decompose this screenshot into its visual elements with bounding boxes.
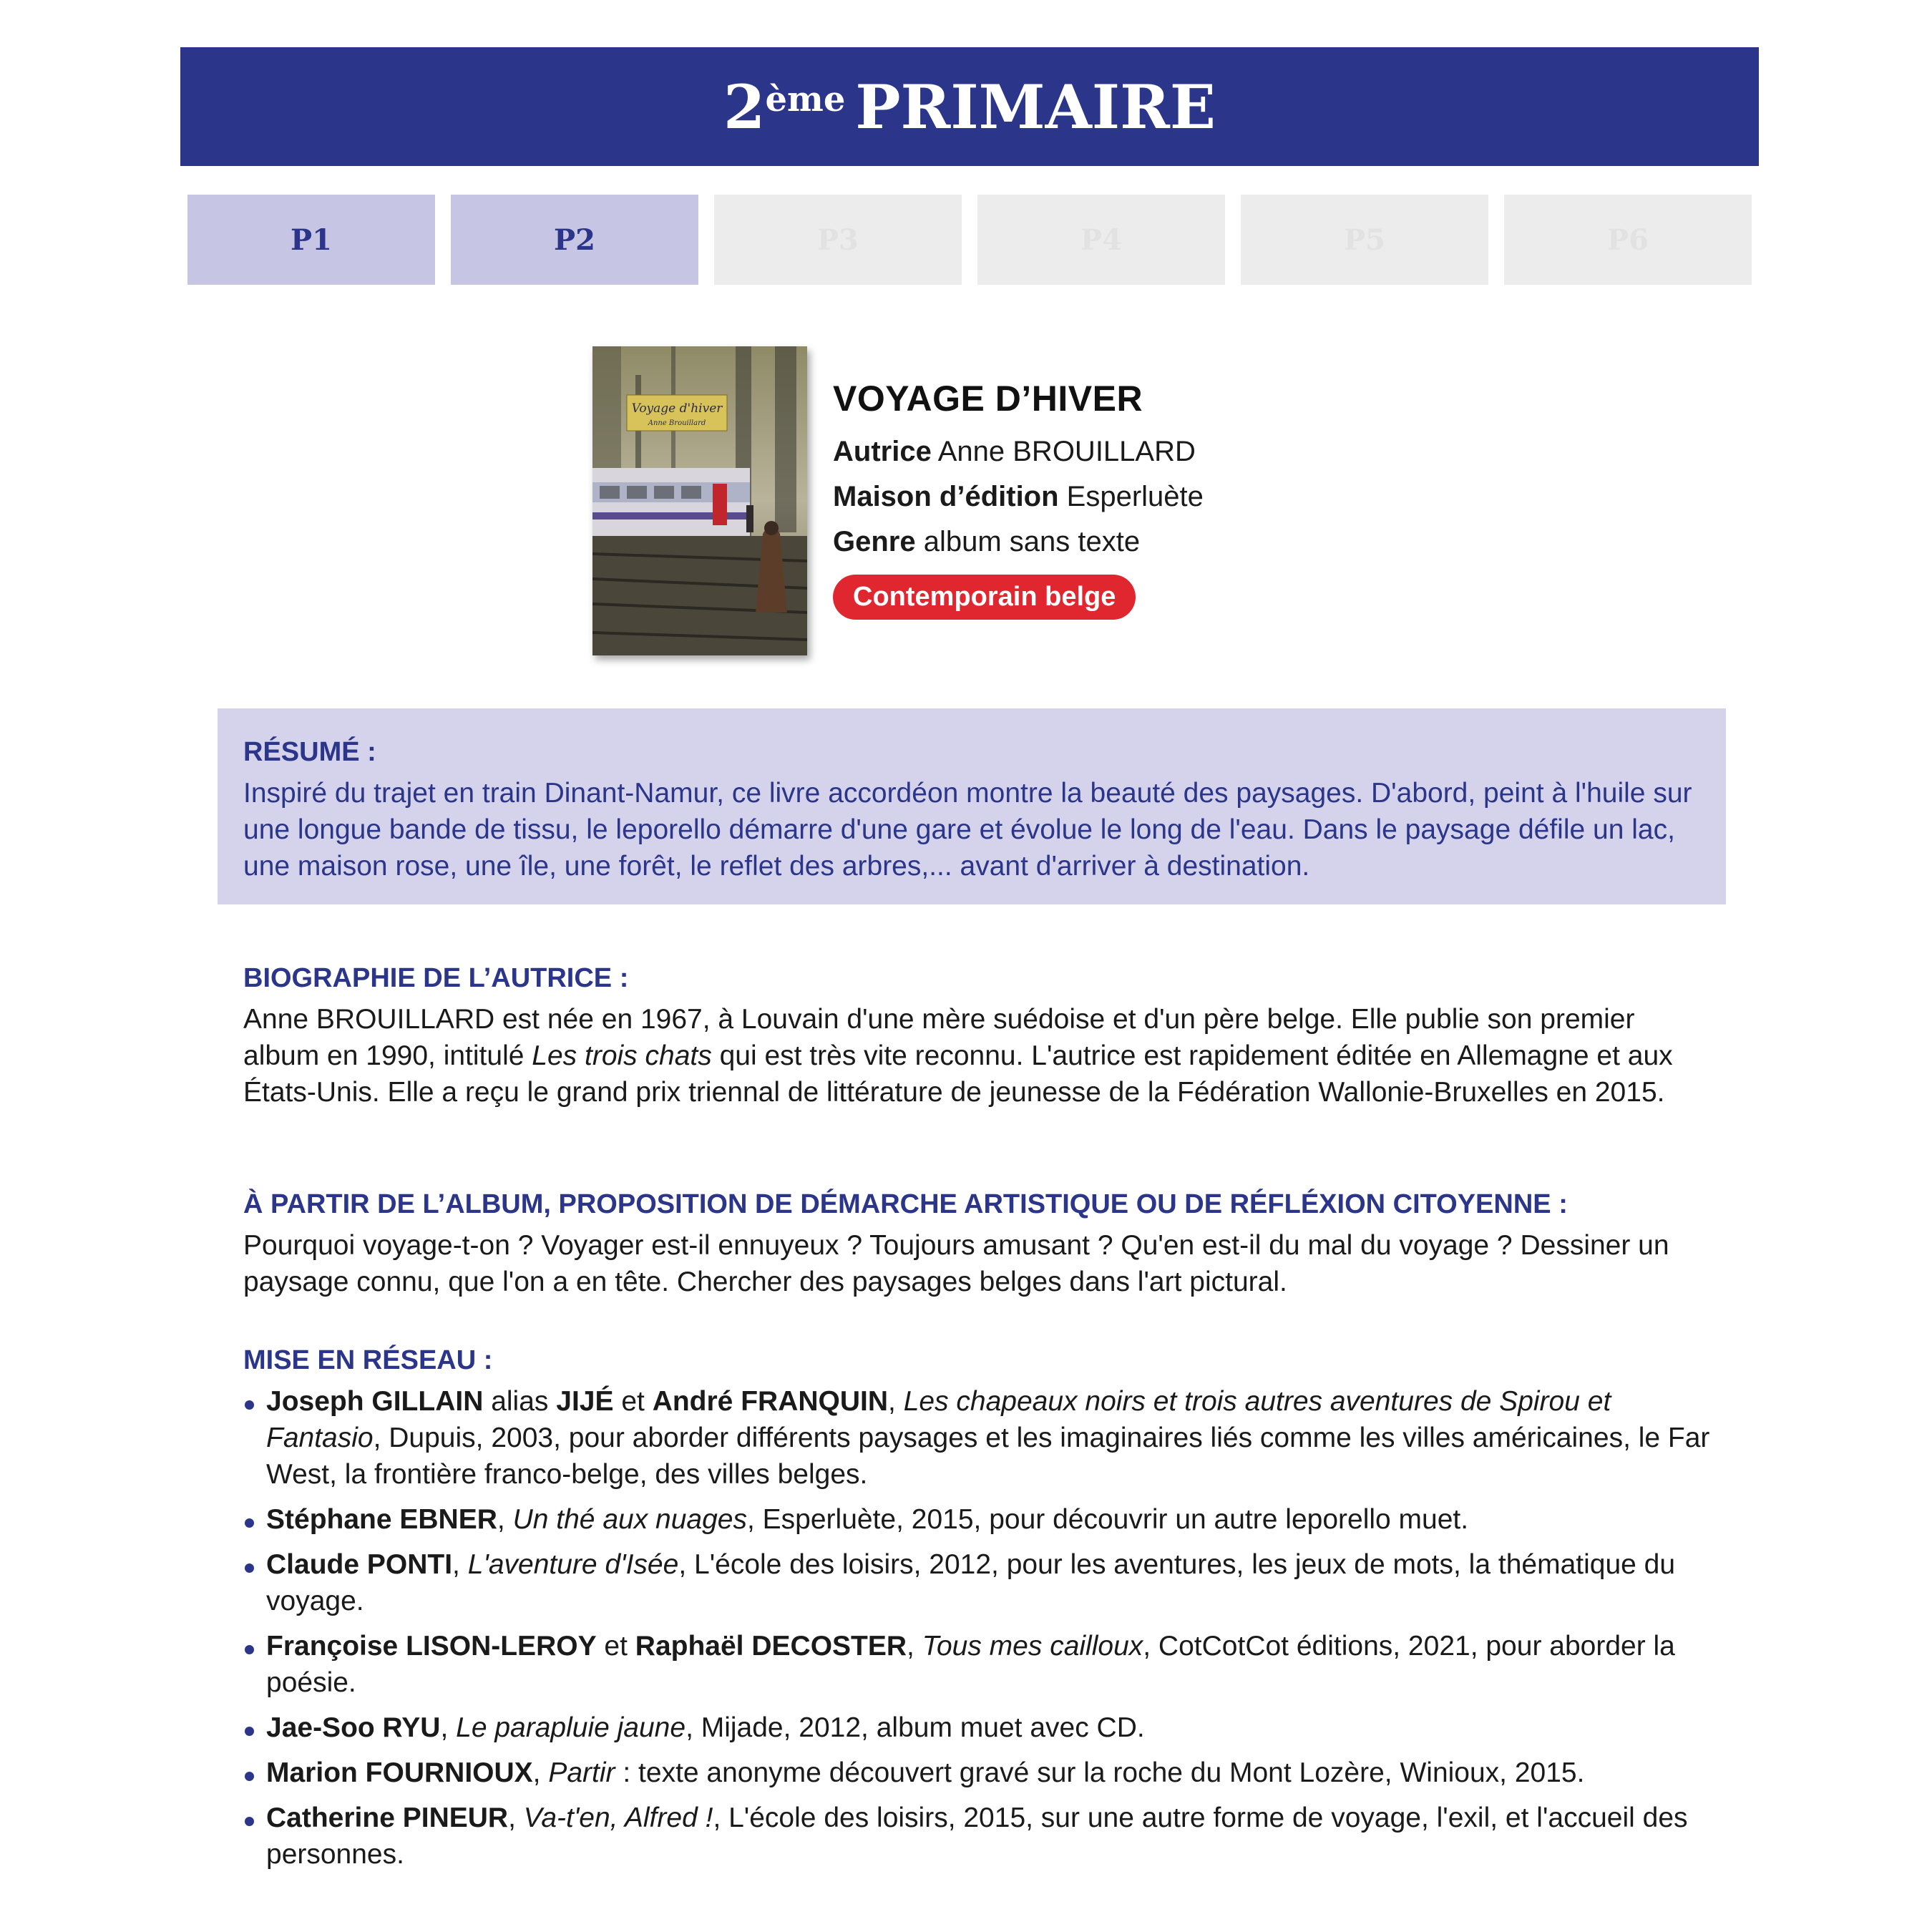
item-author: Jae-Soo RYU [266,1712,441,1743]
tab-p3[interactable]: P3 [714,195,962,285]
item-work-title: L'aventure d'Isée [467,1549,679,1580]
list-item [243,1709,1710,1746]
reseau-title: MISE EN RÉSEAU : [243,1345,493,1375]
tab-p6[interactable]: P6 [1504,195,1752,285]
resume-box [218,708,1726,904]
reseau-section [243,1345,1710,1881]
item-separator: , [440,1712,457,1743]
item-connector: et [596,1631,635,1662]
demarche-text: Pourquoi voyage-t-on ? Voyager est-il ennuyeux ? Toujours amusant ? Qu'en est-il du mal du voyage ? Dessiner un paysage connu, que l'on a en tête. Chercher des paysages belges dans l'art pictural. [243,1230,1669,1297]
item-author: Claude PONTI [266,1549,453,1580]
item-author: André FRANQUIN [652,1386,889,1417]
item-separator: , [532,1757,549,1788]
author-line [833,429,1405,474]
item-author: Marion FOURNIOUX [266,1757,533,1788]
item-author: Françoise LISON-LEROY [266,1631,597,1662]
book-info [833,378,1405,620]
book-title: VOYAGE D’HIVER [833,379,1143,419]
publisher-line [833,474,1405,519]
item-details: , CotCotCot éditions, 2021, pour aborder la poésie. [266,1631,1675,1698]
list-item [243,1546,1710,1619]
biography-title: BIOGRAPHIE DE L’AUTRICE : [243,963,629,993]
grade-word: PRIMAIRE [855,71,1216,142]
author-value: Anne BROUILLARD [937,436,1196,467]
item-separator: , [888,1386,904,1417]
genre-value: album sans texte [923,526,1141,557]
tab-p4[interactable]: P4 [977,195,1225,285]
item-work-title: Va-t'en, Alfred ! [523,1802,713,1833]
resume-text: Inspiré du trajet en train Dinant-Namur, ce livre accordéon montre la beauté des paysages. D'abord, peint à l'huile sur une longue bande de tissu, le leporello démarre d'une gare et évolue le long de l'eau. Dans le paysage défile un lac, une maison rose, une île, une forêt, le reflet des arbres,... avant d'arriver à destination. [243,778,1692,882]
grade-tabs [187,195,1752,285]
item-details: , Esperluète, 2015, pour découvrir un autre leporello muet. [746,1504,1469,1535]
item-work-title: Partir [548,1757,615,1788]
book-cover-image [592,346,807,655]
item-author: Stéphane EBNER [266,1504,497,1535]
item-work-title: Les chapeaux noirs et trois autres aventures de Spirou et Fantasio [266,1386,1611,1453]
biography-text-part1: Anne BROUILLARD est née en 1967, à Louvain d'une mère suédoise et d'un père belge. Elle publie son premier album en 1990, intitulé [243,1004,1635,1071]
publisher-label: Maison d’édition [833,481,1059,512]
list-item [243,1800,1710,1873]
item-connector: et [613,1386,653,1417]
item-work-title: Tous mes cailloux [922,1631,1143,1662]
item-work-title: Un thé aux nuages [512,1504,747,1535]
biography-book-title: Les trois chats [532,1040,712,1071]
item-details: , L'école des loisirs, 2015, sur une autre forme de voyage, l'exil, et l'accueil des personnes. [266,1802,1688,1870]
item-details: , Mijade, 2012, album muet avec CD. [686,1712,1145,1743]
item-separator: , [452,1549,468,1580]
tab-p5[interactable]: P5 [1241,195,1488,285]
category-badge: Contemporain belge [833,575,1136,620]
item-details: , L'école des loisirs, 2012, pour les aventures, les jeux de mots, la thématique du voyage. [266,1549,1676,1616]
list-item [243,1501,1710,1538]
item-work-title: Le parapluie jaune [456,1712,686,1743]
biography-section [243,963,1710,1111]
tab-p2[interactable]: P2 [451,195,698,285]
cover-title: Voyage d'hiver [631,401,723,416]
list-item [243,1628,1710,1701]
item-author: Catherine PINEUR [266,1802,509,1833]
demarche-title: À PARTIR DE L’ALBUM, PROPOSITION DE DÉMARCHE ARTISTIQUE OU DE RÉFLÉXION CITOYENNE : [243,1189,1568,1219]
cover-author: Anne Brouillard [648,419,706,427]
resume-title: RÉSUMÉ : [243,737,376,767]
item-connector: alias [483,1386,557,1417]
genre-line [833,519,1405,565]
demarche-section [243,1189,1710,1300]
biography-text-part2: qui est très vite reconnu. L'autrice est rapidement éditée en Allemagne et aux États-Unis. Elle a reçu le grand prix triennal de littérature de jeunesse de la Fédération Wallonie-Bruxelles en 2015. [243,1040,1673,1108]
item-details: : texte anonyme découvert gravé sur la roche du Mont Lozère, Winioux, 2015. [615,1757,1585,1788]
publisher-value: Esperluète [1066,481,1204,512]
reseau-list [243,1383,1710,1873]
tab-p1[interactable]: P1 [187,195,435,285]
grade-superscript: ème [765,79,846,119]
item-author: JIJÉ [556,1386,614,1417]
item-author: Joseph GILLAIN [266,1386,484,1417]
item-author: Raphaël DECOSTER [635,1631,907,1662]
grade-number: 2 [723,71,766,142]
list-item [243,1755,1710,1791]
biography-text [243,1001,1710,1111]
list-item [243,1383,1710,1493]
author-label: Autrice [833,436,932,467]
item-details: , Dupuis, 2003, pour aborder différents paysages et les imaginaires liés comme les villes américaines, le Far West, la frontière franco-belge, des villes belges. [266,1423,1710,1490]
item-separator: , [497,1504,513,1535]
item-separator: , [907,1631,922,1662]
genre-label: Genre [833,526,916,557]
item-separator: , [508,1802,524,1833]
page-header [180,47,1759,166]
